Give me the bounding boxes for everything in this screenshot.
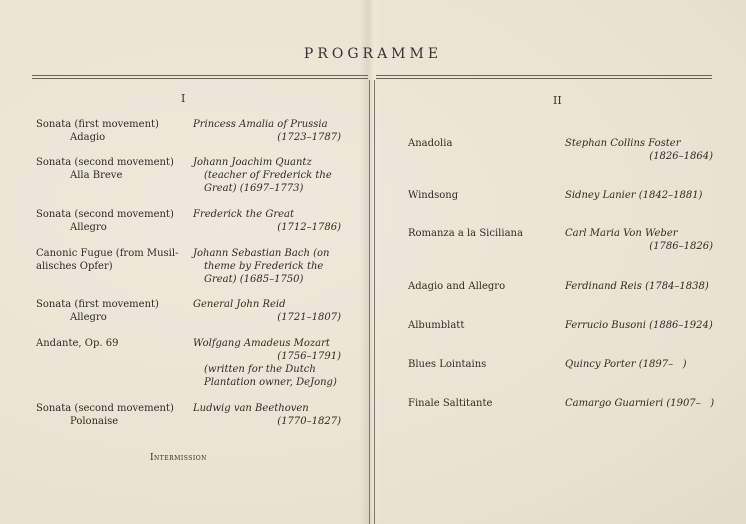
section-two-piece-1 [408, 137, 452, 150]
piece-line: Albumblatt [408, 320, 465, 331]
section-one-composer-3 [193, 208, 341, 234]
section-two-piece-5 [408, 319, 464, 332]
composer-line: (1712–1786) [277, 222, 341, 233]
section-one-piece-4 [36, 247, 178, 273]
composer-line: Ludwig van Beethoven [193, 403, 309, 414]
section-two-composer-7 [565, 397, 715, 410]
composer-line: Johann Sebastian Bach (on [193, 248, 330, 259]
section-one-piece-6 [36, 337, 118, 350]
section-one-composer-1 [193, 118, 341, 144]
section-two-composer-1 [565, 137, 713, 163]
section-one-piece-7 [36, 402, 174, 428]
section-two-composer-5 [565, 319, 715, 332]
section-one-composer-2 [193, 156, 343, 195]
section-one-piece-5 [36, 298, 159, 324]
composer-line: (teacher of Frederick the [204, 170, 332, 181]
section-two-composer-2 [565, 189, 715, 202]
section-one-piece-1 [36, 118, 159, 144]
piece-line: Sonata (second movement) [36, 403, 174, 414]
section-two-label: II [553, 94, 562, 107]
section-two-piece-6 [408, 358, 486, 371]
section-two-piece-2 [408, 189, 458, 202]
composer-line: (written for the Dutch [204, 364, 316, 375]
composer-line: (1756–1791) [277, 351, 341, 362]
composer-line: (1786–1826) [649, 241, 713, 252]
section-one-label: I [181, 92, 186, 105]
section-two-piece-4 [408, 280, 505, 293]
composer-line: Ferrucio Busoni (1886–1924) [565, 320, 713, 331]
composer-line: Great) (1685–1750) [204, 274, 304, 285]
composer-line: Johann Joachim Quantz [193, 157, 312, 168]
piece-line: Sonata (second movement) [36, 209, 174, 220]
section-two-composer-4 [565, 280, 715, 293]
composer-line: theme by Frederick the [204, 261, 324, 272]
composer-line: Quincy Porter (1897– ) [565, 359, 687, 370]
title-rule-right [376, 75, 712, 79]
piece-line: alisches Opfer) [36, 261, 113, 272]
composer-line: Great) (1697–1773) [204, 183, 304, 194]
piece-line: Blues Lointains [408, 359, 487, 370]
composer-line: Princess Amalia of Prussia [193, 119, 328, 130]
page-title: PROGRAMME [303, 46, 443, 62]
piece-line: Adagio [70, 132, 106, 143]
section-one-piece-2 [36, 156, 174, 182]
composer-line: General John Reid [193, 299, 286, 310]
piece-line: Polonaise [70, 416, 119, 427]
piece-line: Sonata (first movement) [36, 299, 159, 310]
piece-line: Romanza a la Siciliana [408, 228, 523, 239]
center-fold-divider [369, 80, 375, 524]
piece-line: Sonata (second movement) [36, 157, 174, 168]
piece-line: Windsong [408, 190, 459, 201]
composer-line: (1723–1787) [277, 132, 341, 143]
piece-line: Anadolia [408, 138, 453, 149]
composer-line: Wolfgang Amadeus Mozart [193, 338, 330, 349]
composer-line: Plantation owner, DeJong) [204, 377, 337, 388]
intermission-label: Intermission [150, 453, 207, 463]
piece-line: Alla Breve [70, 170, 123, 181]
composer-line: Frederick the Great [193, 209, 294, 220]
piece-line: Adagio and Allegro [408, 281, 506, 292]
section-one-composer-4 [193, 247, 341, 286]
piece-line: Finale Saltitante [408, 398, 493, 409]
section-one-composer-5 [193, 298, 341, 324]
title-rule-left [32, 75, 368, 79]
composer-line: (1826–1864) [649, 151, 713, 162]
section-one-piece-3 [36, 208, 174, 234]
piece-line: Canonic Fugue (from Musil- [36, 248, 179, 259]
composer-line: (1721–1807) [277, 312, 341, 323]
composer-line: Carl Maria Von Weber [565, 228, 678, 239]
composer-line: (1770–1827) [277, 416, 341, 427]
piece-line: Allegro [70, 222, 107, 233]
piece-line: Andante, Op. 69 [36, 338, 119, 349]
section-two-piece-3 [408, 227, 523, 240]
section-one-composer-7 [193, 402, 341, 428]
composer-line: Stephan Collins Foster [565, 138, 681, 149]
composer-line: Ferdinand Reis (1784–1838) [565, 281, 709, 292]
section-two-composer-3 [565, 227, 713, 253]
piece-line: Allegro [70, 312, 107, 323]
composer-line: Camargo Guarnieri (1907– ) [565, 398, 715, 409]
section-one-composer-6 [193, 337, 341, 389]
piece-line: Sonata (first movement) [36, 119, 159, 130]
section-two-composer-6 [565, 358, 715, 371]
composer-line: Sidney Lanier (1842–1881) [565, 190, 703, 201]
section-two-piece-7 [408, 397, 492, 410]
